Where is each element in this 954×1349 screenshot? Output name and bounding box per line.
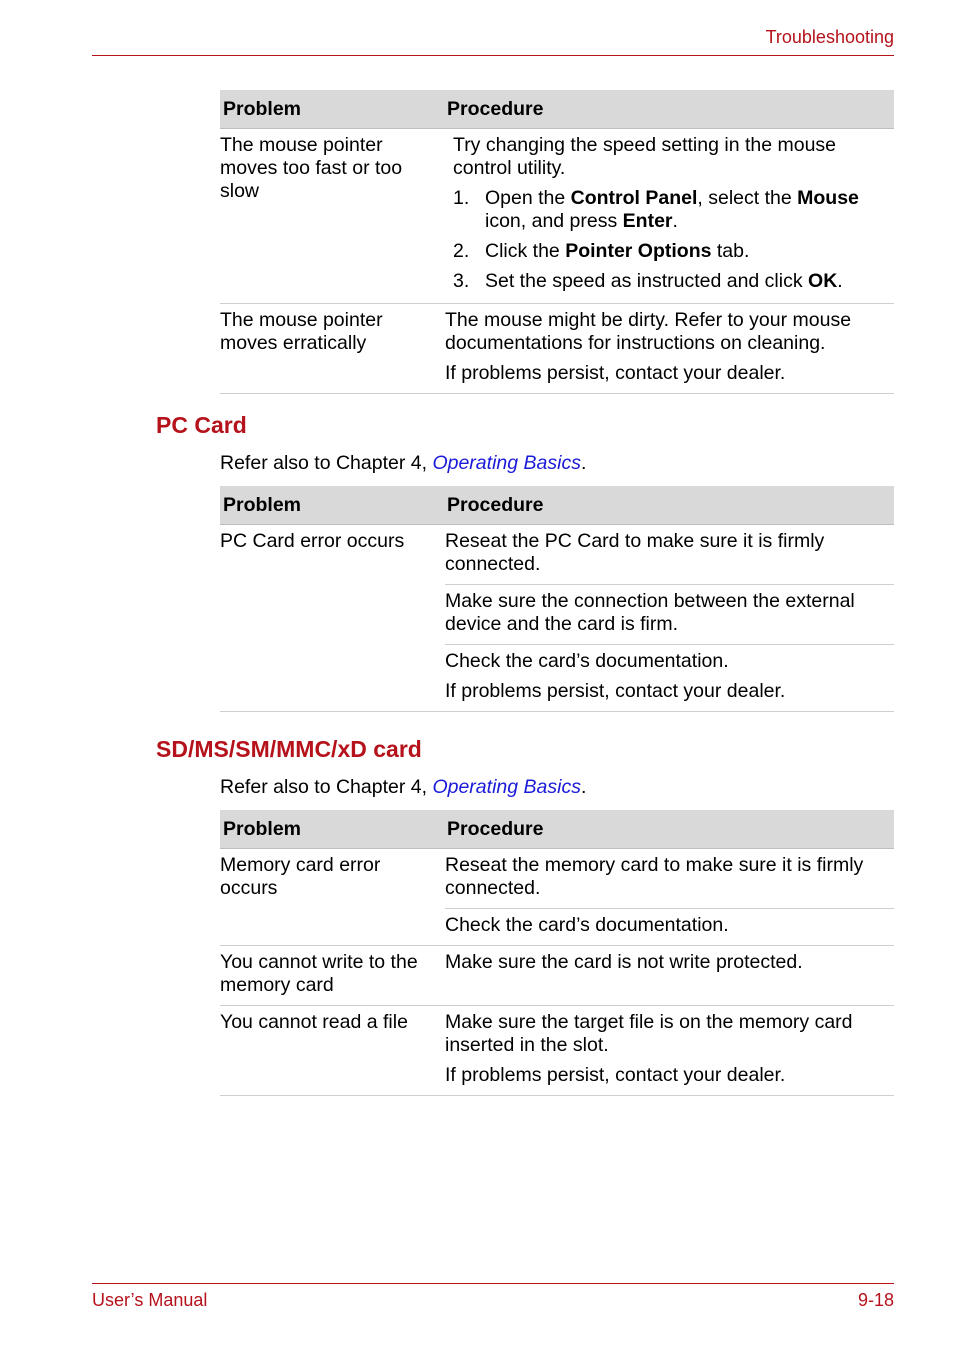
procedure-steps xyxy=(453,187,894,293)
chapter-reference: Refer also to Chapter 4, Operating Basics. xyxy=(220,452,587,474)
list-item: 3. Set the speed as instructed and click OK. xyxy=(453,270,843,292)
procedure-text: Reseat the PC Card to make sure it is firmly connected. xyxy=(445,530,825,575)
procedure-text: Make sure the target file is on the memory card inserted in the slot. xyxy=(445,1011,853,1056)
footer-manual-title: User’s Manual xyxy=(92,1290,208,1310)
procedure-cell xyxy=(445,909,894,945)
operating-basics-link[interactable]: Operating Basics xyxy=(432,452,581,474)
operating-basics-link[interactable]: Operating Basics xyxy=(432,776,581,798)
table-row xyxy=(220,525,894,712)
list-item: 1. Open the Control Panel, select the Mouse icon, and press Enter. xyxy=(453,187,859,232)
problem-cell: You cannot read a file xyxy=(220,1011,408,1033)
running-header: Troubleshooting xyxy=(765,27,894,47)
mouse-troubleshooting-table xyxy=(220,90,894,394)
procedure-text: If problems persist, contact your dealer. xyxy=(445,362,786,384)
problem-cell: You cannot write to the memory card xyxy=(220,951,418,996)
procedure-header: Procedure xyxy=(447,97,544,120)
procedure-header: Procedure xyxy=(447,493,544,516)
procedure-cell xyxy=(445,585,894,645)
table-row xyxy=(220,129,894,304)
problem-cell: The mouse pointer moves too fast or too slow xyxy=(220,134,403,202)
header-rule xyxy=(92,55,894,56)
problem-cell: PC Card error occurs xyxy=(220,530,405,552)
procedure-text: If problems persist, contact your dealer. xyxy=(445,1064,786,1086)
section-heading-pc-card: PC Card xyxy=(156,412,247,438)
problem-cell: The mouse pointer moves erratically xyxy=(220,309,383,354)
chapter-reference: Refer also to Chapter 4, Operating Basics. xyxy=(220,776,587,798)
table-row xyxy=(220,946,894,1006)
procedure-cell xyxy=(445,645,894,711)
procedure-cell xyxy=(445,849,894,909)
procedure-text: Check the card’s documentation. xyxy=(445,914,729,936)
problem-header: Problem xyxy=(223,493,302,516)
procedure-text: Try changing the speed setting in the mouse control utility. xyxy=(453,134,837,179)
footer-rule xyxy=(92,1283,894,1284)
table-header xyxy=(220,90,894,129)
procedure-text: Make sure the connection between the external device and the card is firm. xyxy=(445,590,855,635)
memory-card-troubleshooting-table xyxy=(220,810,894,1096)
procedure-cell xyxy=(445,525,894,585)
section-heading-sd-card: SD/MS/SM/MMC/xD card xyxy=(156,736,422,762)
list-item: 2. Click the Pointer Options tab. xyxy=(453,240,750,262)
problem-header: Problem xyxy=(223,817,302,840)
procedure-text: If problems persist, contact your dealer. xyxy=(445,680,786,702)
table-header xyxy=(220,810,894,849)
problem-header: Problem xyxy=(223,97,302,120)
pc-card-troubleshooting-table xyxy=(220,486,894,712)
procedure-text: The mouse might be dirty. Refer to your mouse documentations for instructions on cleaning. xyxy=(445,309,852,354)
procedure-cell xyxy=(445,304,894,393)
problem-cell: Memory card error occurs xyxy=(220,854,381,899)
procedure-text: Reseat the memory card to make sure it is firmly connected. xyxy=(445,854,864,899)
page-number: 9-18 xyxy=(857,1290,894,1310)
procedure-text: Make sure the card is not write protected. xyxy=(445,951,803,973)
procedure-cell xyxy=(453,129,894,303)
procedure-header: Procedure xyxy=(447,817,544,840)
procedure-cell xyxy=(445,1006,894,1095)
table-row xyxy=(220,1006,894,1096)
table-header xyxy=(220,486,894,525)
procedure-text: Check the card’s documentation. xyxy=(445,650,729,672)
procedure-cell xyxy=(445,946,894,1005)
table-row xyxy=(220,304,894,394)
table-row xyxy=(220,849,894,946)
